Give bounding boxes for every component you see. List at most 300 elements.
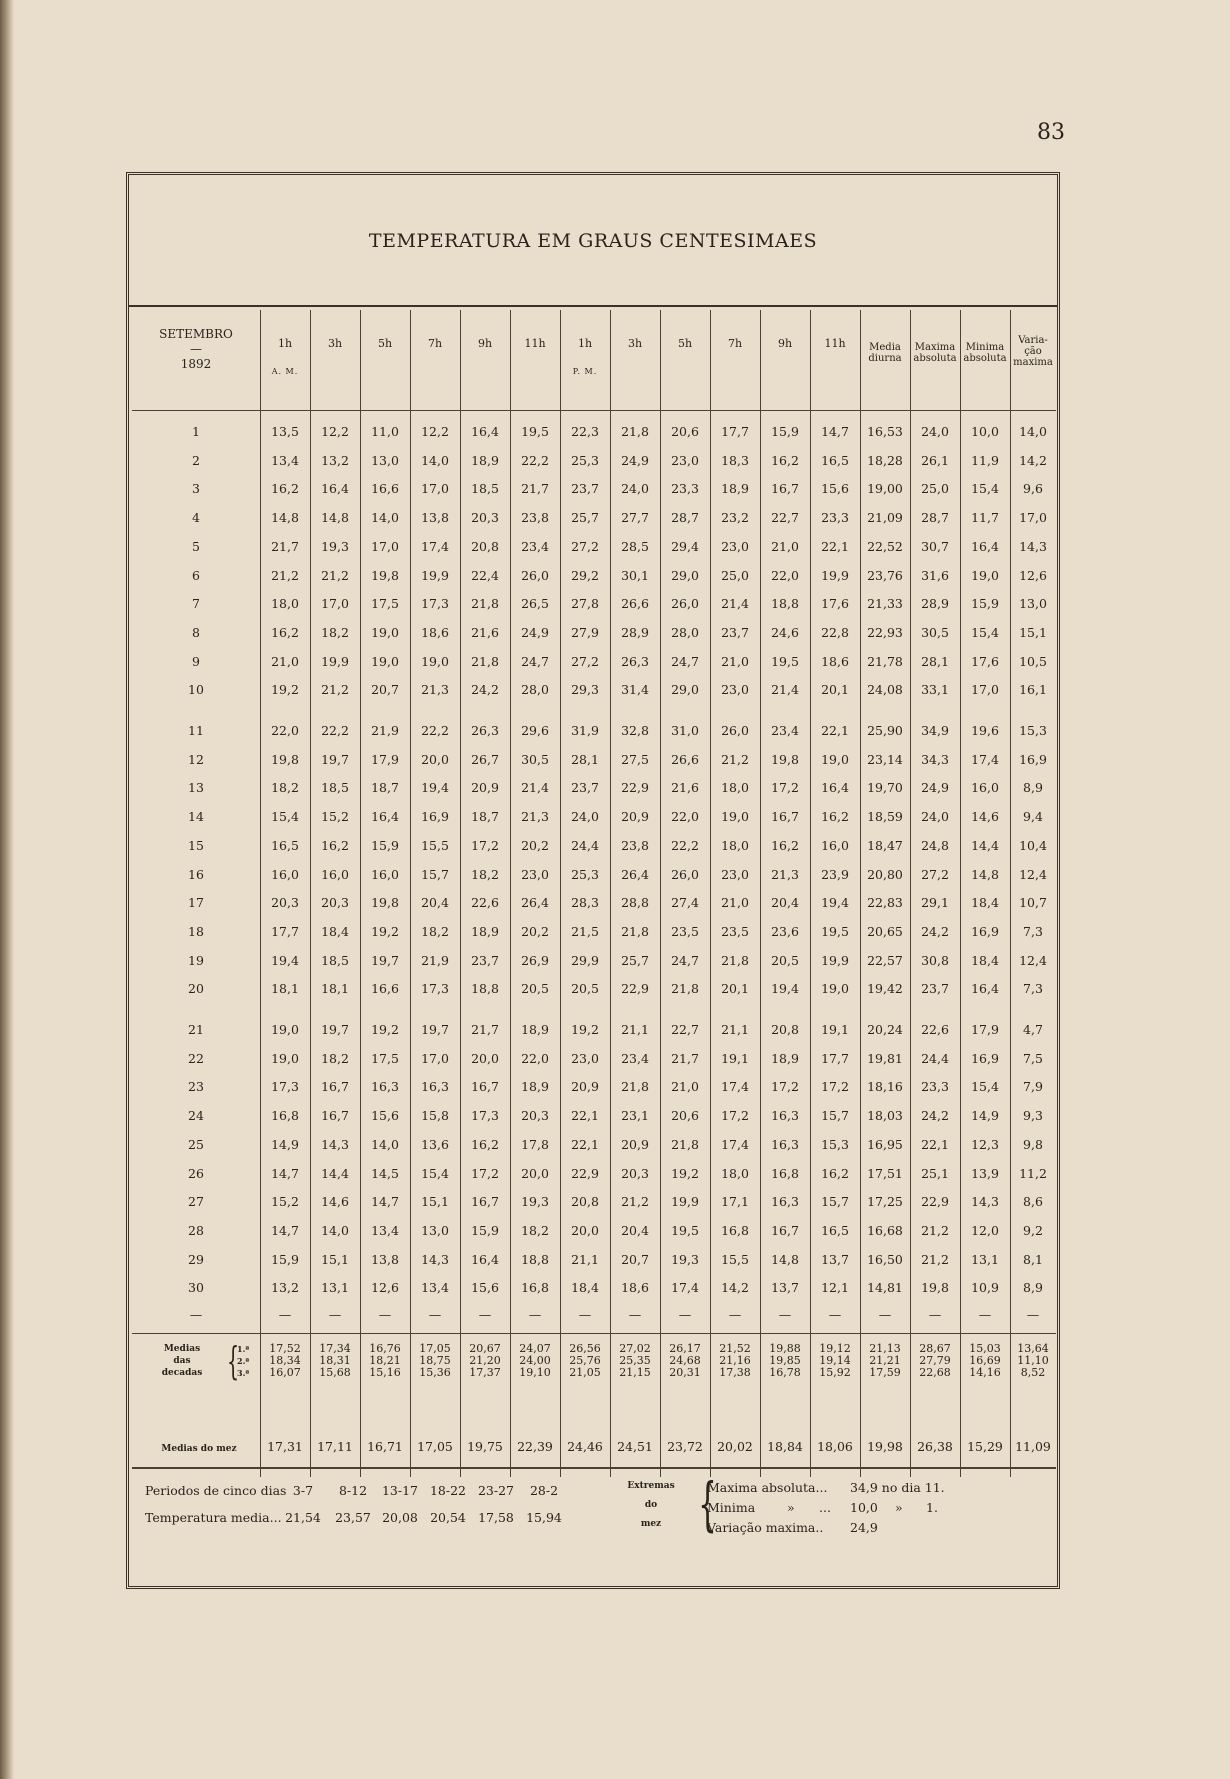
value-cell: 19,0	[271, 1022, 299, 1037]
table-row	[129, 1192, 1057, 1212]
value-cell: 15,6	[371, 1108, 399, 1123]
decade-value: 24,00	[519, 1354, 551, 1367]
value-cell: 13,4	[271, 453, 299, 468]
value-cell: 19,5	[521, 424, 549, 439]
decade-value: 16,78	[769, 1366, 801, 1379]
value-cell: 16,0	[271, 867, 299, 882]
value-cell: 25,1	[921, 1166, 949, 1181]
value-cell: 14,81	[867, 1280, 903, 1295]
value-cell: 20,4	[421, 895, 449, 910]
value-cell: 16,8	[271, 1108, 299, 1123]
value-cell: 11,7	[971, 510, 999, 525]
value-cell: 25,3	[571, 453, 599, 468]
value-cell: 23,4	[771, 723, 799, 738]
value-cell: 21,6	[471, 625, 499, 640]
value-cell: 12,0	[971, 1223, 999, 1238]
period-value: 8-12	[338, 1483, 368, 1498]
value-cell: 16,7	[321, 1079, 349, 1094]
table-row	[129, 623, 1057, 643]
footer-rule	[132, 1467, 1056, 1469]
value-cell: 24,0	[571, 809, 599, 824]
value-cell: 16,4	[321, 481, 349, 496]
value-cell: 14,4	[971, 838, 999, 853]
value-cell: 20,0	[521, 1166, 549, 1181]
value-cell: 21,8	[671, 981, 699, 996]
value-cell: 21,8	[471, 654, 499, 669]
value-cell: 17,0	[421, 1051, 449, 1066]
value-cell: 29,9	[571, 953, 599, 968]
extremes-label-line2: do	[644, 1500, 658, 1510]
value-cell: 15,5	[721, 1252, 749, 1267]
header-hour-label: 11h	[524, 337, 546, 350]
decade-value: 15,68	[319, 1366, 351, 1379]
decade-value: 16,76	[369, 1342, 401, 1355]
value-cell: 14,2	[1019, 453, 1047, 468]
decade-value: 16,07	[269, 1366, 301, 1379]
value-cell: 22,3	[571, 424, 599, 439]
value-cell: 16,1	[1019, 682, 1047, 697]
table-row	[129, 1106, 1057, 1126]
header-rule	[132, 410, 1056, 411]
day-cell: 16	[188, 867, 204, 882]
value-cell: 16,68	[867, 1223, 903, 1238]
value-cell: 22,9	[921, 1194, 949, 1209]
value-cell: 19,6	[971, 723, 999, 738]
value-cell: 16,7	[771, 481, 799, 496]
value-cell: 29,2	[571, 568, 599, 583]
value-cell: 18,4	[971, 953, 999, 968]
value-cell: 19,8	[921, 1280, 949, 1295]
table-row	[129, 750, 1057, 770]
header-var-maxima-label: maxima	[1013, 357, 1053, 368]
value-cell: 10,5	[1019, 654, 1047, 669]
value-cell: 28,9	[621, 625, 649, 640]
value-cell: 14,8	[771, 1252, 799, 1267]
value-cell: 22,1	[821, 723, 849, 738]
decade-value: 18,21	[369, 1354, 401, 1367]
decade-value: 21,21	[869, 1354, 901, 1367]
extremes-label	[621, 1477, 681, 1534]
value-cell: 24,7	[671, 953, 699, 968]
value-cell: 21,0	[271, 654, 299, 669]
month-mean-value: 15,29	[967, 1439, 1003, 1454]
value-cell: 4,7	[1023, 1022, 1043, 1037]
value-cell: 23,9	[821, 867, 849, 882]
value-cell: 19,3	[321, 539, 349, 554]
value-cell: 16,4	[471, 424, 499, 439]
value-cell: 27,2	[571, 539, 599, 554]
value-cell: 7,5	[1023, 1051, 1043, 1066]
header-hour-12	[810, 337, 860, 351]
header-hour-label: 7h	[427, 337, 443, 350]
value-cell: 25,90	[867, 723, 903, 738]
value-cell: 14,0	[321, 1223, 349, 1238]
value-cell: 22,9	[571, 1166, 599, 1181]
month-mean-value: 11,09	[1015, 1439, 1051, 1454]
value-cell: 18,2	[521, 1223, 549, 1238]
title-rule	[129, 305, 1057, 307]
decade-value: 19,85	[769, 1354, 801, 1367]
value-cell: 13,7	[821, 1252, 849, 1267]
header-hour-label: 1h	[277, 337, 293, 350]
day-cell: 25	[188, 1137, 204, 1152]
value-cell: 24,4	[571, 838, 599, 853]
value-cell: 15,9	[271, 1252, 299, 1267]
table-row	[129, 566, 1057, 586]
value-cell: 20,3	[471, 510, 499, 525]
value-cell: 26,6	[621, 596, 649, 611]
header-hour-9	[660, 337, 710, 351]
value-cell: 15,3	[821, 1137, 849, 1152]
value-cell: 23,6	[771, 924, 799, 939]
value-cell: 15,7	[421, 867, 449, 882]
value-cell: 16,3	[771, 1137, 799, 1152]
value-cell: 19,7	[421, 1022, 449, 1037]
month-mean-value: 26,38	[917, 1439, 953, 1454]
value-cell: 18,16	[867, 1079, 903, 1094]
dash-cell: —	[428, 1307, 442, 1322]
decade-value: 19,12	[819, 1342, 851, 1355]
value-cell: 18,7	[371, 780, 399, 795]
day-cell: 18	[188, 924, 204, 939]
value-cell: 21,8	[621, 924, 649, 939]
value-cell: 19,2	[671, 1166, 699, 1181]
value-cell: 18,9	[471, 453, 499, 468]
value-cell: 21,9	[371, 723, 399, 738]
value-cell: 20,6	[671, 424, 699, 439]
value-cell: 17,3	[271, 1079, 299, 1094]
value-cell: 12,3	[971, 1137, 999, 1152]
value-cell: 16,0	[971, 780, 999, 795]
value-cell: 19,8	[271, 752, 299, 767]
value-cell: 18,5	[321, 780, 349, 795]
header-hour-4	[410, 337, 460, 351]
month-means-label: Medias do mez	[161, 1444, 237, 1454]
value-cell: 16,8	[521, 1280, 549, 1295]
value-cell: 13,4	[371, 1223, 399, 1238]
value-cell: 23,3	[921, 1079, 949, 1094]
value-cell: 20,1	[721, 981, 749, 996]
value-cell: 9,6	[1023, 481, 1043, 496]
dash-cell: —	[278, 1307, 292, 1322]
value-cell: 14,7	[271, 1223, 299, 1238]
value-cell: 13,5	[271, 424, 299, 439]
value-cell: 19,2	[271, 682, 299, 697]
day-cell: 11	[188, 723, 204, 738]
month-mean-value: 19,75	[467, 1439, 503, 1454]
month-mean-value: 24,46	[567, 1439, 603, 1454]
value-cell: 21,0	[771, 539, 799, 554]
value-cell: 26,0	[521, 568, 549, 583]
dash-cell: —	[878, 1307, 892, 1322]
value-cell: 21,4	[771, 682, 799, 697]
value-cell: 20,5	[571, 981, 599, 996]
value-cell: 17,2	[471, 838, 499, 853]
value-cell: 12,1	[821, 1280, 849, 1295]
value-cell: 17,0	[421, 481, 449, 496]
value-cell: 21,1	[621, 1022, 649, 1037]
value-cell: 20,2	[521, 838, 549, 853]
table-row	[129, 479, 1057, 499]
value-cell: 20,9	[621, 809, 649, 824]
value-cell: 20,8	[771, 1022, 799, 1037]
value-cell: 15,4	[971, 625, 999, 640]
decade-value: 13,64	[1017, 1342, 1049, 1355]
page-number: 83	[1037, 120, 1065, 145]
temp-mean-value: 20,54	[430, 1510, 466, 1525]
header-varia-label: Varia-	[1018, 335, 1048, 346]
value-cell: 10,7	[1019, 895, 1047, 910]
temperature-label: Temperatura media...	[145, 1510, 282, 1525]
value-cell: 18,28	[867, 453, 903, 468]
value-cell: 22,0	[521, 1051, 549, 1066]
value-cell: 20,0	[471, 1051, 499, 1066]
value-cell: 13,1	[971, 1252, 999, 1267]
value-cell: 17,9	[971, 1022, 999, 1037]
value-cell: 22,2	[521, 453, 549, 468]
header-hour-label: 9h	[477, 337, 493, 350]
value-cell: 23,0	[571, 1051, 599, 1066]
book-spine	[0, 0, 14, 1779]
value-cell: 22,1	[921, 1137, 949, 1152]
value-cell: 16,2	[771, 838, 799, 853]
value-cell: 12,2	[321, 424, 349, 439]
decade-value: 18,75	[419, 1354, 451, 1367]
value-cell: 18,7	[471, 809, 499, 824]
table-row	[129, 1049, 1057, 1069]
value-cell: 24,7	[521, 654, 549, 669]
value-cell: 26,0	[721, 723, 749, 738]
table-row	[129, 1135, 1057, 1155]
value-cell: 21,7	[521, 481, 549, 496]
dash-row	[129, 1305, 1057, 1325]
value-cell: 18,9	[471, 924, 499, 939]
value-cell: 21,09	[867, 510, 903, 525]
value-cell: 21,8	[721, 953, 749, 968]
value-cell: 23,7	[921, 981, 949, 996]
value-cell: 21,2	[621, 1194, 649, 1209]
table-row	[129, 537, 1057, 557]
header-variacao-maxima	[1010, 335, 1056, 368]
value-cell: 16,7	[771, 1223, 799, 1238]
value-cell: 16,53	[867, 424, 903, 439]
period-value: 13-17	[381, 1483, 419, 1498]
value-cell: 22,0	[671, 809, 699, 824]
value-cell: 22,1	[571, 1108, 599, 1123]
value-cell: 20,8	[471, 539, 499, 554]
day-cell: 20	[188, 981, 204, 996]
value-cell: 16,0	[371, 867, 399, 882]
table-frame	[126, 172, 1060, 1589]
value-cell: 25,0	[921, 481, 949, 496]
value-cell: 15,9	[971, 596, 999, 611]
value-cell: 27,8	[571, 596, 599, 611]
value-cell: 23,4	[521, 539, 549, 554]
value-cell: 27,7	[621, 510, 649, 525]
value-cell: 14,5	[371, 1166, 399, 1181]
decade-value: 25,35	[619, 1354, 651, 1367]
table-row	[129, 807, 1057, 827]
value-cell: 17,3	[421, 596, 449, 611]
decade-value: 17,59	[869, 1366, 901, 1379]
value-cell: 19,2	[571, 1022, 599, 1037]
value-cell: 21,8	[621, 424, 649, 439]
value-cell: 16,2	[271, 481, 299, 496]
decade-value: 15,92	[819, 1366, 851, 1379]
value-cell: 16,50	[867, 1252, 903, 1267]
decade-value: 15,16	[369, 1366, 401, 1379]
header-min-absoluta-label: absoluta	[963, 353, 1007, 364]
value-cell: 15,4	[421, 1166, 449, 1181]
value-cell: 24,8	[921, 838, 949, 853]
value-cell: 17,4	[671, 1280, 699, 1295]
header-month-year	[132, 327, 260, 372]
value-cell: 17,0	[321, 596, 349, 611]
value-cell: 24,08	[867, 682, 903, 697]
table-row	[129, 893, 1057, 913]
value-cell: 24,0	[921, 809, 949, 824]
value-cell: 17,4	[971, 752, 999, 767]
value-cell: 14,9	[271, 1137, 299, 1152]
period-value: 28-2	[529, 1483, 559, 1498]
value-cell: 10,9	[971, 1280, 999, 1295]
value-cell: 23,1	[621, 1108, 649, 1123]
value-cell: 21,7	[471, 1022, 499, 1037]
header-maxima-label: Maxima	[914, 342, 956, 353]
value-cell: 17,4	[721, 1079, 749, 1094]
month-mean-value: 23,72	[667, 1439, 703, 1454]
dash-cell: —	[928, 1307, 942, 1322]
value-cell: 18,9	[521, 1022, 549, 1037]
value-cell: 16,3	[371, 1079, 399, 1094]
value-cell: 23,0	[671, 453, 699, 468]
value-cell: 23,76	[867, 568, 903, 583]
day-cell: 3	[192, 481, 200, 496]
value-cell: 16,7	[771, 809, 799, 824]
value-cell: 26,1	[921, 453, 949, 468]
value-cell: 17,4	[721, 1137, 749, 1152]
value-cell: 15,7	[821, 1194, 849, 1209]
value-cell: 29,3	[571, 682, 599, 697]
value-cell: 30,5	[921, 625, 949, 640]
value-cell: 21,1	[571, 1252, 599, 1267]
table-row	[129, 652, 1057, 672]
value-cell: 23,7	[721, 625, 749, 640]
value-cell: 8,1	[1023, 1252, 1043, 1267]
value-cell: 20,7	[371, 682, 399, 697]
dash-cell: —	[778, 1307, 792, 1322]
extreme-min-ditto: »	[787, 1500, 795, 1515]
value-cell: 20,65	[867, 924, 903, 939]
table-row	[129, 594, 1057, 614]
value-cell: 18,9	[521, 1079, 549, 1094]
header-hour-3	[360, 337, 410, 351]
value-cell: 26,0	[671, 867, 699, 882]
value-cell: 20,5	[771, 953, 799, 968]
value-cell: 19,7	[321, 1022, 349, 1037]
dash-cell: —	[528, 1307, 542, 1322]
dash-cell: —	[728, 1307, 742, 1322]
header-hour-8	[610, 337, 660, 351]
value-cell: 30,1	[621, 568, 649, 583]
decade-value: 21,13	[869, 1342, 901, 1355]
value-cell: 18,5	[321, 953, 349, 968]
value-cell: 17,2	[771, 780, 799, 795]
value-cell: 16,2	[271, 625, 299, 640]
value-cell: 14,2	[721, 1280, 749, 1295]
value-cell: 16,8	[771, 1166, 799, 1181]
value-cell: 21,2	[321, 682, 349, 697]
header-hour-6	[510, 337, 560, 351]
day-cell: 24	[188, 1108, 204, 1123]
value-cell: 20,7	[621, 1252, 649, 1267]
value-cell: 24,9	[921, 780, 949, 795]
value-cell: 26,6	[671, 752, 699, 767]
decade-value: 17,34	[319, 1342, 351, 1355]
value-cell: 27,2	[921, 867, 949, 882]
table-row	[129, 836, 1057, 856]
value-cell: 14,3	[321, 1137, 349, 1152]
header-minima-label: Minima	[965, 342, 1005, 353]
extremes-label-line1: Extremas	[627, 1481, 675, 1491]
day-cell: 2	[192, 453, 200, 468]
header-am-label: A. M.	[271, 367, 299, 376]
value-cell: 19,0	[821, 752, 849, 767]
value-cell: 31,0	[671, 723, 699, 738]
value-cell: 15,1	[421, 1194, 449, 1209]
value-cell: 16,9	[971, 1051, 999, 1066]
value-cell: 16,6	[371, 981, 399, 996]
value-cell: 26,4	[621, 867, 649, 882]
value-cell: 21,2	[321, 568, 349, 583]
value-cell: 31,4	[621, 682, 649, 697]
value-cell: 22,9	[621, 981, 649, 996]
value-cell: 29,0	[671, 682, 699, 697]
value-cell: 21,8	[621, 1079, 649, 1094]
table-row	[129, 721, 1057, 741]
value-cell: 23,14	[867, 752, 903, 767]
header-hour-label: 11h	[824, 337, 846, 350]
value-cell: 22,0	[771, 568, 799, 583]
value-cell: 34,9	[921, 723, 949, 738]
period-value: 3-7	[292, 1483, 314, 1498]
month-mean-value: 19,98	[867, 1439, 903, 1454]
value-cell: 9,3	[1023, 1108, 1043, 1123]
value-cell: 23,3	[821, 510, 849, 525]
value-cell: 18,0	[721, 780, 749, 795]
dash-cell: —	[678, 1307, 692, 1322]
value-cell: 19,5	[671, 1223, 699, 1238]
day-cell: 1	[192, 424, 200, 439]
temp-mean-value: 21,54	[285, 1510, 321, 1525]
decade-value: 17,05	[419, 1342, 451, 1355]
value-cell: 19,70	[867, 780, 903, 795]
value-cell: 18,0	[721, 838, 749, 853]
month-mean-value: 17,11	[317, 1439, 353, 1454]
dash-cell: —	[1026, 1307, 1040, 1322]
dash-cell: —	[189, 1307, 203, 1322]
extreme-min-ditto2: »	[895, 1500, 903, 1515]
day-cell: 13	[188, 780, 204, 795]
value-cell: 21,0	[721, 654, 749, 669]
day-cell: 9	[192, 654, 200, 669]
value-cell: 27,4	[671, 895, 699, 910]
value-cell: 15,5	[421, 838, 449, 853]
value-cell: 26,4	[521, 895, 549, 910]
value-cell: 21,2	[721, 752, 749, 767]
value-cell: 21,33	[867, 596, 903, 611]
value-cell: 24,9	[621, 453, 649, 468]
